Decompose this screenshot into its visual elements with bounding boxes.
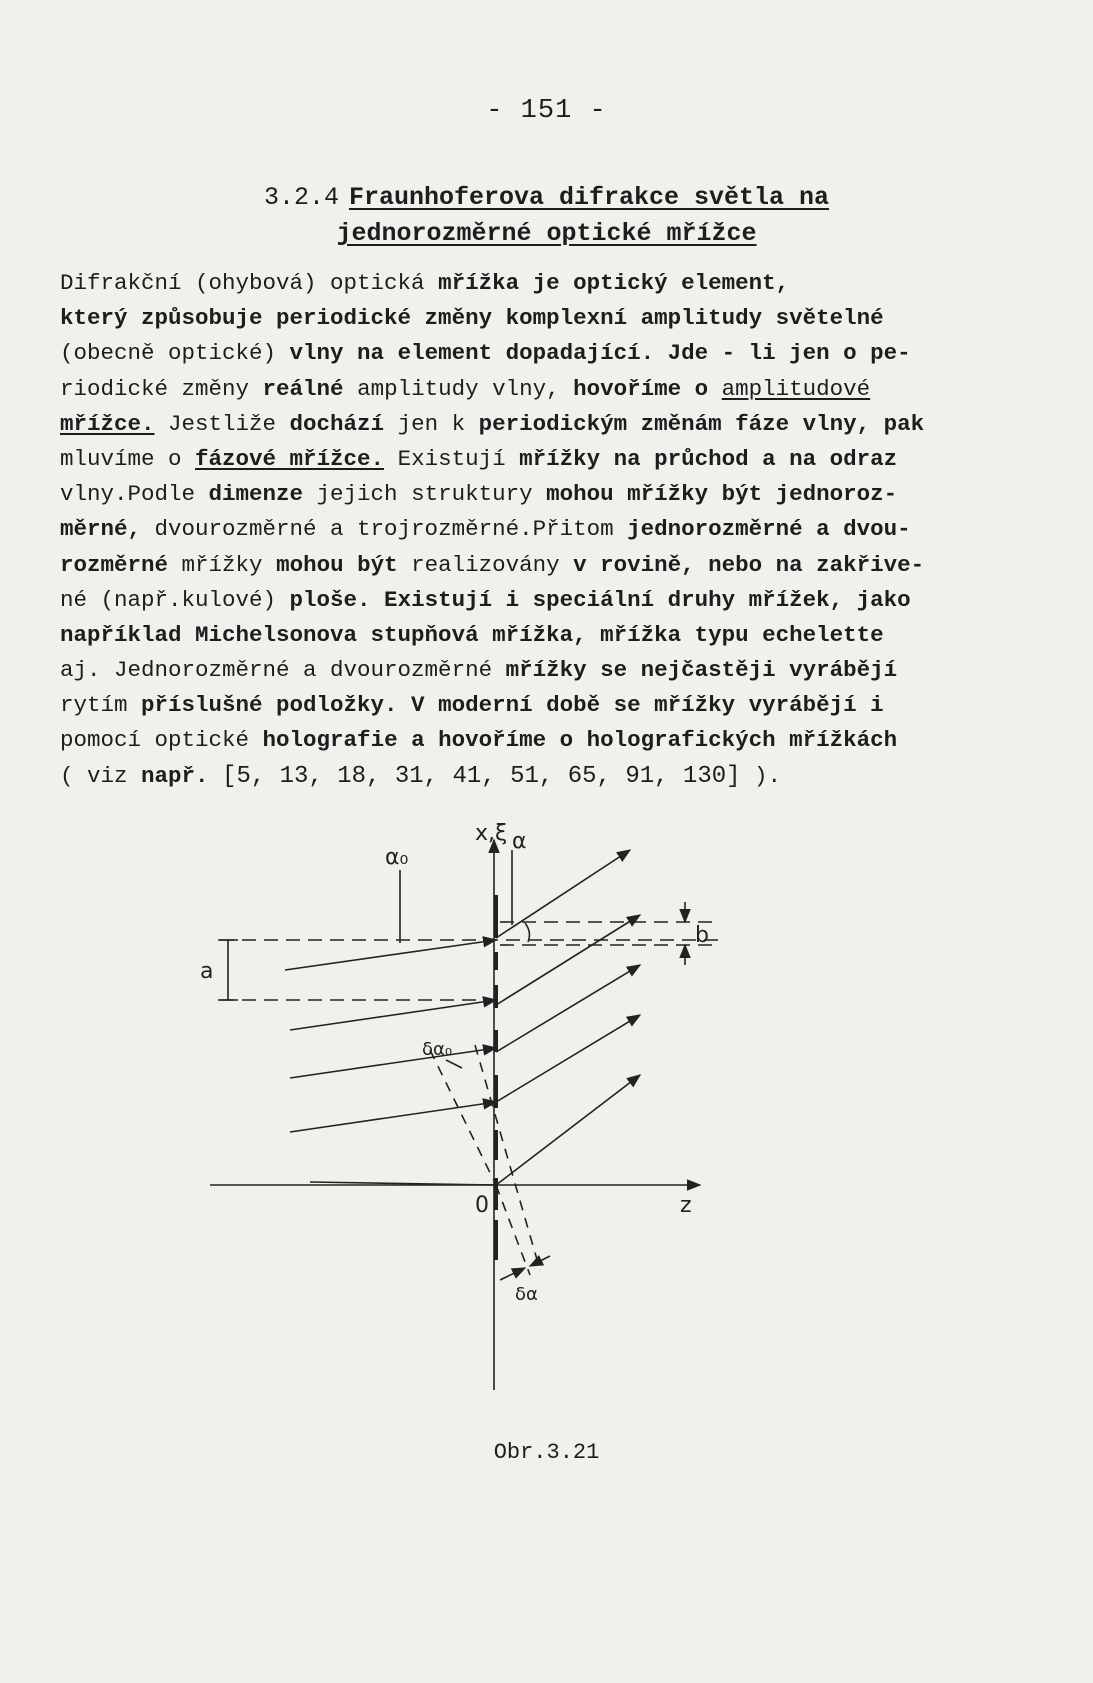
label-dalpha: δα bbox=[515, 1284, 538, 1305]
text-line bbox=[60, 548, 1045, 583]
label-vertical-axis: x,ξ bbox=[475, 821, 508, 847]
text-segment: mřížka je optický element, bbox=[438, 270, 790, 296]
label-alpha: α bbox=[512, 829, 527, 854]
references: [5, 13, 18, 31, 41, 51, 65, 91, 130] bbox=[222, 762, 741, 790]
text-segment: vlny na element dopadající. Jde - li jen o pe- bbox=[289, 340, 911, 367]
text-line bbox=[60, 688, 1045, 723]
text-segment: reálné bbox=[262, 375, 344, 402]
text-line bbox=[60, 477, 1045, 512]
text-segment: amplitudové bbox=[721, 375, 871, 402]
text-segment: měrné, bbox=[60, 516, 142, 543]
text-segment: mřížky bbox=[168, 551, 277, 578]
text-segment: např. bbox=[141, 762, 209, 789]
text-segment: dvourozměrné a trojrozměrné.Přitom bbox=[141, 516, 628, 543]
dimension-a bbox=[218, 940, 238, 1000]
text-segment: například Michelsonova stupňová mřížka, mřížka typu echelette bbox=[60, 621, 884, 648]
text-line bbox=[60, 723, 1045, 758]
text-line bbox=[60, 407, 1045, 442]
text-segment: jen k bbox=[384, 410, 479, 437]
text-segment: jednorozměrné a dvou- bbox=[627, 516, 911, 543]
text-segment: mřížce. bbox=[60, 410, 155, 437]
body-text bbox=[60, 266, 1045, 794]
incident-rays bbox=[285, 940, 496, 1185]
text-line bbox=[60, 301, 1045, 336]
section-number: 3.2.4 bbox=[263, 183, 339, 212]
text-segment: aj. Jednorozměrné a dvourozměrné bbox=[60, 657, 506, 684]
page-number: - 151 - bbox=[486, 96, 607, 126]
text-segment: mřížky na průchod a na odraz bbox=[519, 445, 898, 472]
text-segment: (obecně optické) bbox=[60, 340, 290, 367]
text-line bbox=[60, 583, 1045, 618]
text-segment: ). bbox=[740, 762, 782, 789]
text-segment: mohou mřížky být jednoroz- bbox=[546, 481, 898, 508]
text-segment: ploše. Existují i speciální druhy mřížek, jako bbox=[289, 586, 911, 613]
text-segment: né (např.kulové) bbox=[60, 586, 290, 613]
text-line bbox=[60, 372, 1045, 407]
text-segment: fázové mřížce. bbox=[195, 445, 385, 472]
text-segment bbox=[209, 763, 223, 789]
text-segment: hovoříme o bbox=[573, 375, 709, 402]
diffracted-rays bbox=[496, 850, 640, 1185]
text-segment: dimenze bbox=[208, 481, 304, 508]
heading-line-1 bbox=[0, 180, 1093, 216]
text-segment: rozměrné bbox=[60, 551, 169, 578]
text-segment: mluvíme o bbox=[60, 445, 196, 472]
text-segment: dochází bbox=[289, 410, 385, 437]
heading-title-1: Fraunhoferova difrakce světla na bbox=[348, 183, 830, 212]
label-alpha0: α₀ bbox=[385, 845, 409, 870]
text-segment: riodické změny bbox=[60, 375, 263, 402]
text-segment: v rovině, nebo na zakřive- bbox=[573, 551, 925, 578]
text-segment: vlny.Podle bbox=[60, 481, 209, 508]
dalpha0-arc bbox=[446, 1060, 462, 1068]
text-line bbox=[60, 759, 1045, 794]
text-segment: amplitudy vlny, bbox=[343, 375, 574, 402]
label-b: b bbox=[695, 923, 709, 948]
text-segment: Jestliže bbox=[154, 410, 290, 437]
text-segment: periodickým změnám fáze vlny, pak bbox=[478, 410, 925, 437]
text-segment: holografie a hovoříme o holografických mřížkách bbox=[262, 727, 898, 754]
text-line bbox=[60, 618, 1045, 653]
alpha-arc bbox=[525, 923, 529, 942]
heading-line-2 bbox=[0, 216, 1093, 252]
figure-caption: Obr.3.21 bbox=[493, 1440, 600, 1465]
text-segment: mohou být bbox=[276, 551, 398, 578]
dashed-lines bbox=[220, 922, 720, 1275]
text-segment: jejich struktury bbox=[303, 481, 547, 508]
label-origin: 0 bbox=[475, 1193, 489, 1218]
text-line bbox=[60, 512, 1045, 547]
text-line bbox=[60, 336, 1045, 371]
text-line bbox=[60, 442, 1045, 477]
text-segment: mřížky se nejčastěji vyrábějí bbox=[505, 657, 898, 684]
text-segment: realizovány bbox=[397, 551, 574, 578]
heading-title-2: jednorozměrné optické mřížce bbox=[336, 219, 757, 248]
text-line bbox=[60, 653, 1045, 688]
label-a: a bbox=[200, 959, 214, 984]
figure-diffraction-grating bbox=[200, 820, 800, 1420]
section-heading bbox=[0, 180, 1093, 252]
text-line bbox=[60, 266, 1045, 301]
text-segment: rytím bbox=[60, 692, 142, 719]
text-segment bbox=[708, 376, 722, 402]
label-z: z bbox=[680, 1193, 692, 1218]
text-segment: Existují bbox=[384, 445, 520, 472]
text-segment: příslušné podložky. V moderní době se mřížky vyrábějí i bbox=[141, 692, 884, 719]
text-segment: který způsobuje periodické změny komplexní amplitudy světelné bbox=[60, 305, 884, 332]
text-segment: ( viz bbox=[60, 762, 142, 789]
text-segment: Difrakční (ohybová) optická bbox=[60, 270, 439, 296]
label-dalpha0: δα₀ bbox=[422, 1039, 453, 1060]
text-segment: pomocí optické bbox=[60, 727, 263, 754]
